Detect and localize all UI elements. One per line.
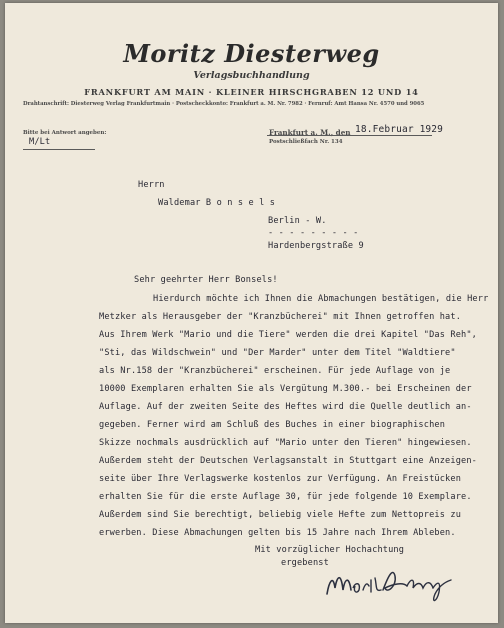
body-line: Außerdem steht der Deutschen Verlagsanstalt in Stuttgart eine Anzeigen- bbox=[99, 456, 477, 466]
body-line: Skizze nochmals ausdrücklich auf "Mario unter den Tieren" hingewiesen. bbox=[99, 438, 472, 448]
body-line: als Nr.158 der "Kranzbücherei" erscheinen. Für jede Auflage von je bbox=[99, 366, 451, 376]
recipient-street: Hardenbergstraße 9 bbox=[268, 241, 364, 251]
letter-sheet bbox=[5, 3, 498, 623]
body-line: Hierdurch möchte ich Ihnen die Abmachungen bestätigen, die Herr bbox=[153, 294, 489, 304]
body-line: 10000 Exemplaren erhalten Sie als Vergütung M.300.- bei Erscheinen der bbox=[99, 384, 472, 394]
body-line: erhalten Sie für die erste Auflage 30, für jede folgende 10 Exemplare. bbox=[99, 492, 472, 502]
greeting: Sehr geehrter Herr Bonsels! bbox=[134, 275, 278, 285]
body-line: "Sti, das Wildschwein" und "Der Marder" unter dem Titel "Waldtiere" bbox=[99, 348, 456, 358]
letterhead-telegraph: Drahtanschrift: Diesterweg Verlag Frankfurtmain · Postscheckkonto: Frankfurt a. M. Nr. 7982 · Fernruf: Amt Hansa Nr. 4570 und 9065 bbox=[23, 101, 425, 107]
recipient-dashes: - - - - - - - - - bbox=[268, 228, 359, 238]
letterhead-brand: Moritz Diesterweg bbox=[123, 39, 380, 68]
body-line: gegeben. Ferner wird am Schluß des Buches in einer biographischen bbox=[99, 420, 446, 430]
reference-value: M/Lt bbox=[29, 137, 51, 147]
recipient-name: Waldemar B o n s e l s bbox=[158, 198, 276, 208]
body-line: erwerben. Diese Abmachungen gelten bis 15 Jahre nach Ihrem Ableben. bbox=[99, 528, 456, 538]
postbox: Postschließfach Nr. 134 bbox=[269, 139, 343, 145]
handwritten-signature bbox=[323, 564, 463, 606]
closing-line: Mit vorzüglicher Hochachtung bbox=[255, 545, 405, 555]
date-underline bbox=[267, 135, 432, 136]
letterhead-subtitle: Verlagsbuchhandlung bbox=[193, 70, 310, 81]
date-place: Frankfurt a. M., den bbox=[269, 128, 351, 137]
body-line: seite über Ihre Verlagswerke kostenlos zur Verfügung. An Freistücken bbox=[99, 474, 462, 484]
body-line: Metzker als Herausgeber der "Kranzbücherei" mit Ihnen getroffen hat. bbox=[99, 312, 462, 322]
letterhead-address: FRANKFURT AM MAIN · KLEINER HIRSCHGRABEN 12 UND 14 bbox=[84, 87, 419, 97]
body-line: Aus Ihrem Werk "Mario und die Tiere" werden die drei Kapitel "Das Reh", bbox=[99, 330, 477, 340]
letter-date: 18.Februar 1929 bbox=[355, 124, 444, 135]
recipient-title: Herrn bbox=[138, 180, 165, 190]
reference-label: Bitte bei Antwort angeben: bbox=[23, 130, 107, 136]
body-line: Auflage. Auf der zweiten Seite des Heftes wird die Quelle deutlich an- bbox=[99, 402, 472, 412]
recipient-city: Berlin - W. bbox=[268, 216, 327, 226]
closing-ergebenst: ergebenst bbox=[281, 558, 329, 568]
reference-underline bbox=[23, 149, 95, 150]
body-line: Außerdem sind Sie berechtigt, beliebig viele Hefte zum Nettopreis zu bbox=[99, 510, 462, 520]
